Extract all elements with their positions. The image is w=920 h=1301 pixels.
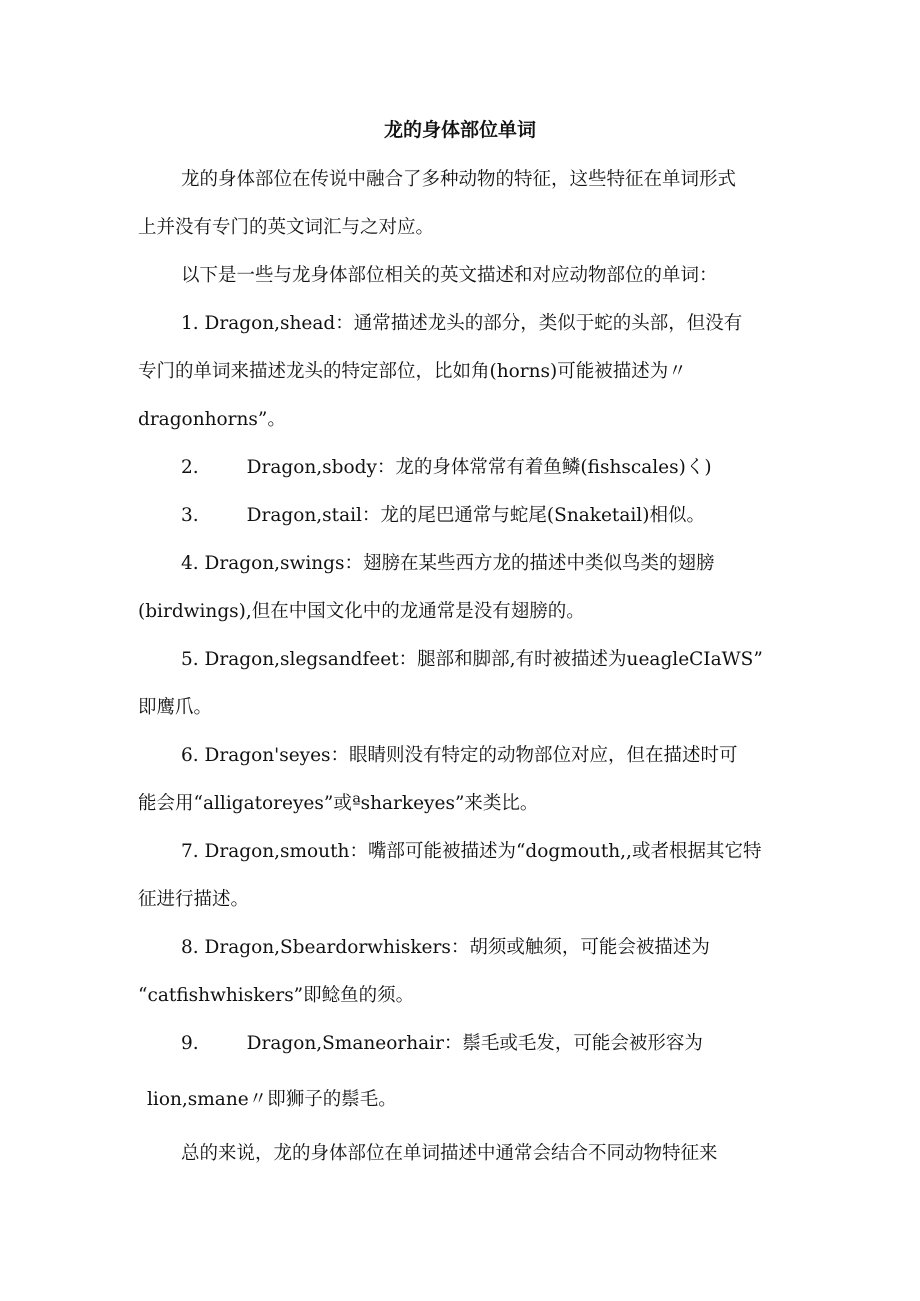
list-item-4-line-2: (birdwings),但在中国文化中的龙通常是没有翅膀的。 (138, 601, 585, 622)
list-item-3 (181, 502, 831, 530)
list-item-8-line-1: 8. Dragon,Sbeardorwhiskers：胡须或触须，可能会被描述为 (181, 937, 710, 958)
list-item-2-text: Dragon,sbody：龙的身体常常有着鱼鳞(fishscales)く) (246, 457, 712, 478)
list-item-9-line-1 (181, 1030, 831, 1058)
page-title: 龙的身体部位单词 (383, 119, 536, 141)
intro-line-2: 上并没有专门的英文词汇与之对应。 (138, 217, 435, 238)
list-item-6-line-1: 6. Dragon'seyes：眼睛则没有特定的动物部位对应，但在描述时可 (181, 745, 738, 766)
list-item-4-line-1: 4. Dragon,swings：翅膀在某些西方龙的描述中类似鸟类的翅膀 (181, 553, 715, 574)
closing-paragraph: 总的来说，龙的身体部位在单词描述中通常会结合不同动物特征来 (181, 1143, 718, 1164)
list-item-9-line-2: lion,smane〃即狮子的鬃毛。 (147, 1089, 397, 1110)
list-item-3-text: Dragon,stail：龙的尾巴通常与蛇尾(Snaketail)相似。 (246, 505, 705, 526)
list-item-6-line-2: 能会用“alligatoreyes”或ªsharkeyes”来类比。 (138, 793, 539, 814)
list-item-3-number: 3. (181, 505, 199, 526)
lead-paragraph: 以下是一些与龙身体部位相关的英文描述和对应动物部位的单词： (181, 265, 718, 286)
list-item-1-line-3: dragonhorns”。 (138, 409, 286, 430)
list-item-8-line-2: “catfishwhiskers”即鲶鱼的须。 (138, 985, 415, 1006)
list-item-9-text: Dragon,Smaneorhair：鬃毛或毛发，可能会被形容为 (246, 1033, 703, 1054)
list-item-1-line-1: 1. Dragon,shead：通常描述龙头的部分，类似于蛇的头部，但没有 (181, 313, 743, 334)
list-item-7-line-1: 7. Dragon,smouth：嘴部可能被描述为“dogmouth,,或者根据其它特 (181, 841, 762, 862)
list-item-1-line-2: 专门的单词来描述龙头的特定部位，比如角(horns)可能被描述为〃 (138, 361, 687, 382)
list-item-5-line-1: 5. Dragon,slegsandfeet：腿部和脚部,有时被描述为ueagleCIaWS” (181, 649, 763, 670)
list-item-9-number: 9. (181, 1033, 199, 1054)
list-item-2-number: 2. (181, 457, 199, 478)
list-item-5-line-2: 即鹰爪。 (138, 697, 213, 718)
list-item-2 (181, 454, 831, 482)
intro-line-1: 龙的身体部位在传说中融合了多种动物的特征，这些特征在单词形式 (181, 169, 737, 190)
list-item-7-line-2: 征进行描述。 (138, 889, 250, 910)
